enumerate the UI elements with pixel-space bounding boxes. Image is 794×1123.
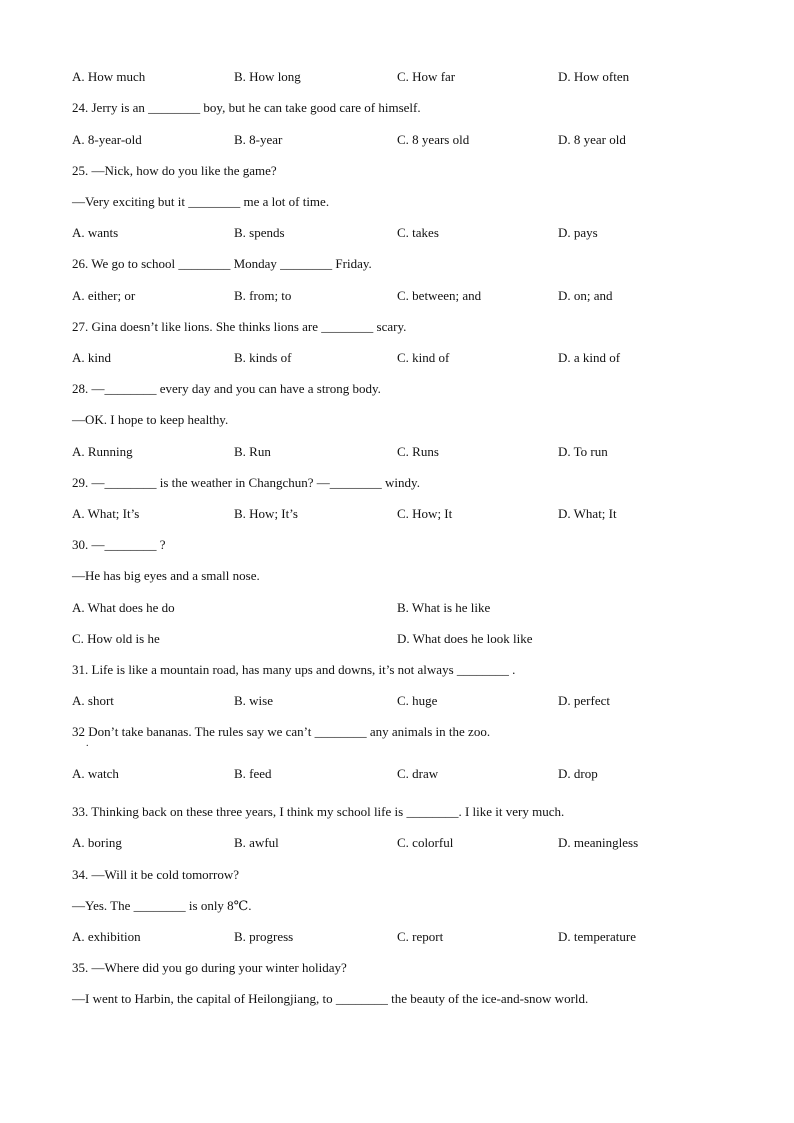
answer-option: C. 8 years old [397,132,470,147]
answer-option: D. What does he look like [397,631,533,646]
answer-option: C. How far [397,69,456,84]
question-line: 29. —________ is the weather in Changchun? —________ windy. [72,475,420,490]
answer-option: A. Running [72,444,133,459]
answer-option: A. 8-year-old [72,132,142,147]
answer-option: B. progress [234,929,294,944]
answer-option: D. perfect [558,693,610,708]
question-line: 30. —________ ? [72,537,166,552]
question-line: 35. —Where did you go during your winter holiday? [72,960,347,975]
answer-option: B. from; to [234,288,292,303]
answer-option: B. wise [234,693,273,708]
question-line: 31. Life is like a mountain road, has many ups and downs, it’s not always ________ . [72,662,516,677]
question-line: 24. Jerry is an ________ boy, but he can take good care of himself. [72,100,421,115]
answer-option: C. kind of [397,350,450,365]
question-line: —Yes. The ________ is only 8℃. [72,898,252,913]
answer-option: D. How often [558,69,630,84]
answer-option: D. drop [558,766,598,781]
answer-option: C. draw [397,766,439,781]
answer-option: C. takes [397,225,439,240]
question-line: —OK. I hope to keep healthy. [72,412,229,427]
answer-option: C. colorful [397,835,454,850]
question-line: 25. —Nick, how do you like the game? [72,163,277,178]
question-line: —Very exciting but it ________ me a lot of time. [72,194,330,209]
answer-option: A. wants [72,225,119,240]
answer-option: D. pays [558,225,598,240]
answer-option: D. a kind of [558,350,621,365]
answer-option: A. What; It’s [72,506,140,521]
answer-option: B. awful [234,835,279,850]
answer-option: A. boring [72,835,122,850]
answer-option: D. 8 year old [558,132,626,147]
answer-option: A. short [72,693,114,708]
answer-option: B. Run [234,444,271,459]
stray-dot: . [86,738,89,749]
question-line: —He has big eyes and a small nose. [72,568,260,583]
answer-option: C. report [397,929,444,944]
answer-option: D. To run [558,444,608,459]
answer-option: D. What; It [558,506,617,521]
answer-option: A. either; or [72,288,136,303]
question-line: 33. Thinking back on these three years, I think my school life is ________. I like it very much. [72,804,565,819]
answer-option: C. between; and [397,288,482,303]
answer-option: B. How; It’s [234,506,298,521]
answer-option: A. kind [72,350,111,365]
question-line: 28. —________ every day and you can have a strong body. [72,381,381,396]
answer-option: A. What does he do [72,600,175,615]
question-line: 34. —Will it be cold tomorrow? [72,867,240,882]
answer-option: B. spends [234,225,285,240]
answer-option: C. Runs [397,444,439,459]
answer-option: D. on; and [558,288,613,303]
answer-option: B. How long [234,69,301,84]
question-line: 32 Don’t take bananas. The rules say we can’t ________ any animals in the zoo. [72,724,491,739]
answer-option: A. How much [72,69,146,84]
question-line: 26. We go to school ________ Monday ________ Friday. [72,256,372,271]
answer-option: B. feed [234,766,272,781]
question-line: —I went to Harbin, the capital of Heilongjiang, to ________ the beauty of the ice-and-snow world. [72,991,589,1006]
answer-option: A. exhibition [72,929,141,944]
answer-option: D. temperature [558,929,636,944]
question-line: 27. Gina doesn’t like lions. She thinks lions are ________ scary. [72,319,407,334]
answer-option: C. How old is he [72,631,160,646]
answer-option: C. huge [397,693,438,708]
answer-option: B. 8-year [234,132,283,147]
answer-option: B. What is he like [397,600,491,615]
answer-option: C. How; It [397,506,453,521]
answer-option: A. watch [72,766,119,781]
answer-option: D. meaningless [558,835,639,850]
answer-option: B. kinds of [234,350,292,365]
